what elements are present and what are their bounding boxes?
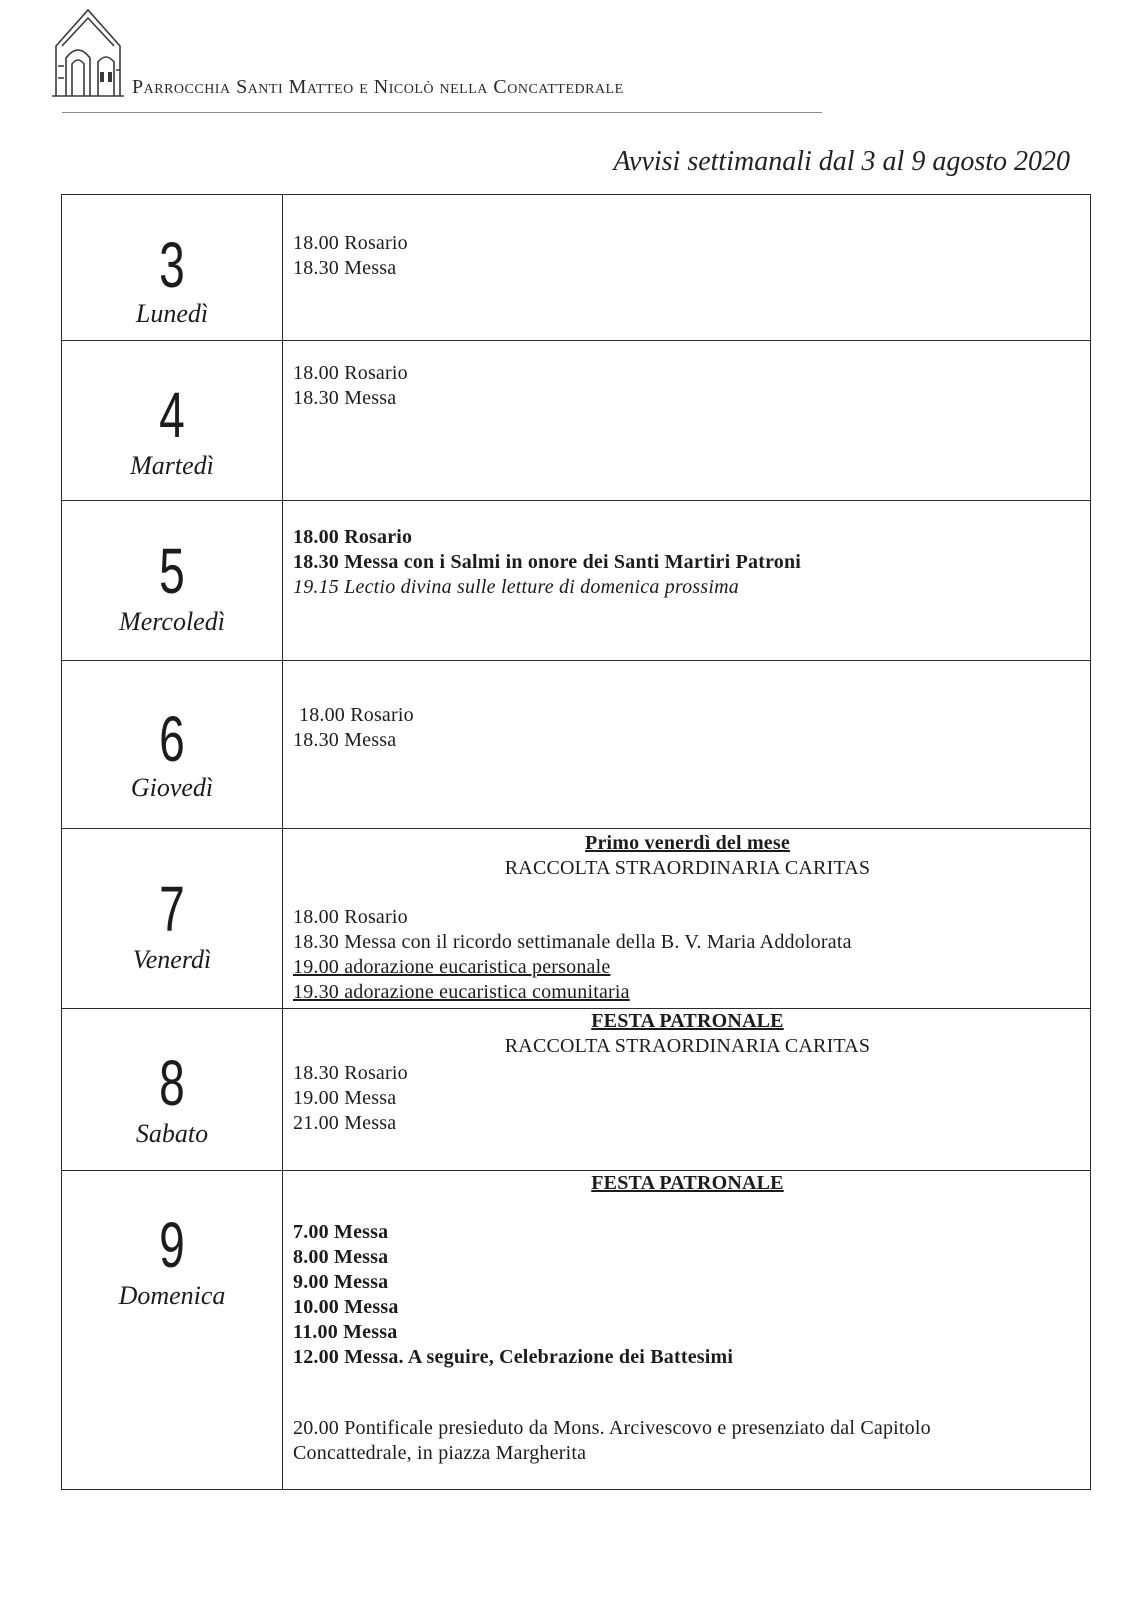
event-line: 19.30 adorazione eucaristica comunitaria — [293, 981, 630, 1003]
event-line: 10.00 Messa — [293, 1296, 399, 1318]
event-line: 18.00 Rosario — [293, 232, 408, 254]
day-name: Lunedì — [135, 299, 209, 328]
event-line: 18.30 Messa con i Salmi in onore dei Santi Martiri Patroni — [293, 551, 802, 573]
day-name: Martedì — [130, 451, 214, 480]
event-line: 18.00 Rosario — [293, 362, 408, 384]
day-number: 4 — [159, 379, 185, 451]
event-line: 7.00 Messa — [293, 1221, 389, 1243]
day-cell — [62, 195, 283, 340]
event-line: 18.30 Messa — [293, 257, 397, 279]
page-header — [48, 6, 828, 116]
event-line: 18.30 Messa — [293, 729, 397, 751]
spacer — [293, 1370, 1090, 1416]
day-events — [283, 341, 1090, 500]
day-events — [283, 501, 1090, 660]
parish-name: Parrocchia Santi Matteo e Nicolò nella Concattedrale — [132, 76, 624, 98]
event-line: 8.00 Messa — [293, 1246, 389, 1268]
event-line: 19.15 Lectio divina sulle letture di domenica prossima — [293, 576, 739, 598]
event-line: 21.00 Messa — [293, 1112, 397, 1134]
day-name: Venerdì — [132, 945, 212, 974]
day-events — [283, 1009, 1090, 1170]
event-line: 18.30 Rosario — [293, 1062, 408, 1084]
day-cell — [62, 1009, 283, 1170]
day-row-3 — [62, 195, 1090, 340]
day-name: Mercoledì — [119, 607, 225, 636]
event-line: 18.00 Rosario — [293, 906, 408, 928]
event-subheading: RACCOLTA STRAORDINARIA CARITAS — [504, 857, 871, 879]
day-row-6 — [62, 660, 1090, 828]
day-row-9 — [62, 1170, 1090, 1490]
header-divider — [62, 112, 822, 113]
spacer — [293, 881, 1090, 905]
day-name: Domenica — [118, 1281, 226, 1310]
event-line: 18.00 Rosario — [299, 704, 414, 726]
event-line: 19.00 adorazione eucaristica personale — [293, 956, 611, 978]
event-line: 19.00 Messa — [293, 1087, 397, 1109]
weekly-schedule-table — [61, 194, 1091, 1490]
spacer — [293, 1196, 1090, 1220]
event-line: 11.00 Messa — [293, 1321, 398, 1343]
event-line: 20.00 Pontificale presieduto da Mons. Arcivescovo e presenziato dal Capitolo — [293, 1417, 931, 1439]
church-facade-icon — [48, 6, 128, 102]
day-name: Giovedì — [130, 773, 214, 802]
day-name: Sabato — [135, 1119, 209, 1148]
day-cell — [62, 661, 283, 828]
day-events — [283, 661, 1090, 828]
day-number: 9 — [159, 1209, 185, 1281]
day-number: 3 — [159, 229, 185, 301]
event-line: 18.30 Messa con il ricordo settimanale della B. V. Maria Addolorata — [293, 931, 852, 953]
day-events — [283, 195, 1090, 340]
event-heading: Primo venerdì del mese — [585, 832, 790, 854]
event-heading: FESTA PATRONALE — [591, 1010, 784, 1032]
day-events — [283, 1171, 1090, 1490]
event-line: 9.00 Messa — [293, 1271, 389, 1293]
day-events — [283, 829, 1090, 1008]
event-line: Concattedrale, in piazza Margherita — [293, 1442, 587, 1464]
day-number: 8 — [159, 1047, 185, 1119]
day-row-8 — [62, 1008, 1090, 1170]
event-line: 18.30 Messa — [293, 387, 397, 409]
day-cell — [62, 1171, 283, 1490]
day-number: 7 — [159, 873, 185, 945]
day-number: 6 — [159, 703, 185, 775]
day-row-4 — [62, 340, 1090, 500]
day-number: 5 — [159, 535, 185, 607]
event-line: 18.00 Rosario — [293, 526, 413, 548]
day-row-5 — [62, 500, 1090, 660]
page-title: Avvisi settimanali dal 3 al 9 agosto 2020 — [613, 146, 1070, 177]
day-cell — [62, 829, 283, 1008]
day-cell — [62, 501, 283, 660]
event-heading: FESTA PATRONALE — [591, 1172, 784, 1194]
event-subheading: RACCOLTA STRAORDINARIA CARITAS — [504, 1035, 871, 1057]
event-line: 12.00 Messa. A seguire, Celebrazione dei Battesimi — [293, 1346, 734, 1368]
day-cell — [62, 341, 283, 500]
day-row-7 — [62, 828, 1090, 1008]
